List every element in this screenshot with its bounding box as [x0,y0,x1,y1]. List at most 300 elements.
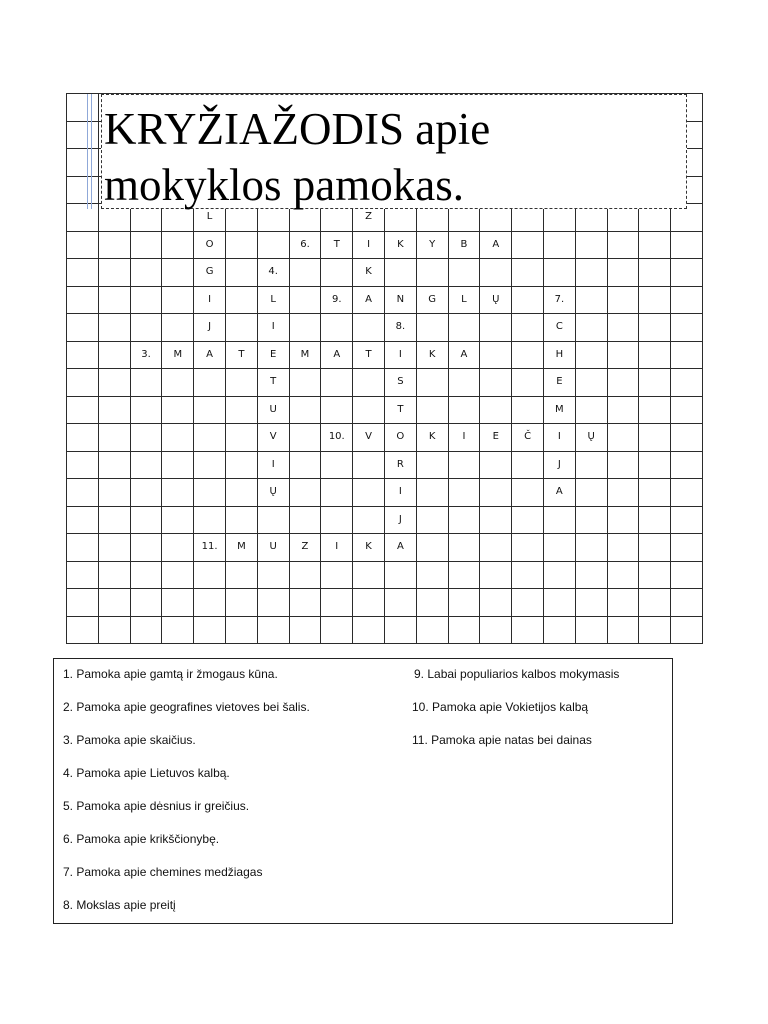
grid-cell [607,424,639,452]
grid-cell [639,259,671,287]
clue-11: 11. Pamoka apie natas bei dainas [412,733,592,747]
grid-cell [575,561,607,589]
grid-cell: I [448,424,480,452]
grid-cell [575,451,607,479]
grid-cell [448,616,480,644]
grid-cell [607,589,639,617]
grid-cell [639,561,671,589]
grid-cell [448,589,480,617]
grid-cell [607,314,639,342]
grid-cell: 4. [257,259,289,287]
grid-cell [480,616,512,644]
grid-cell [416,479,448,507]
clue-9: 9. Labai populiarios kalbos mokymasis [414,667,620,681]
grid-cell [512,589,544,617]
grid-cell [448,259,480,287]
grid-cell [321,369,353,397]
grid-cell [480,396,512,424]
grid-cell [194,561,226,589]
title-line-2: mokyklos pamokas. [104,160,464,210]
grid-cell [416,314,448,342]
grid-cell: L [257,286,289,314]
grid-cell [289,616,321,644]
grid-cell [162,259,194,287]
grid-row [67,451,703,479]
grid-cell [639,396,671,424]
grid-cell [321,479,353,507]
grid-cell [162,479,194,507]
grid-cell [543,259,575,287]
grid-cell [416,259,448,287]
grid-cell [257,561,289,589]
grid-cell [448,561,480,589]
grid-cell [98,451,130,479]
grid-cell [512,341,544,369]
grid-cell: T [384,396,416,424]
grid-cell [321,561,353,589]
grid-cell [671,396,703,424]
grid-cell [512,259,544,287]
grid-cell [98,259,130,287]
grid-cell: J [384,506,416,534]
grid-cell [416,506,448,534]
grid-cell [225,396,257,424]
grid-cell [130,451,162,479]
grid-cell: Z [289,534,321,562]
grid-cell [98,424,130,452]
grid-cell [162,616,194,644]
grid-cell [607,616,639,644]
grid-cell [671,506,703,534]
grid-cell [321,616,353,644]
grid-cell: 11. [194,534,226,562]
margin-line [87,94,88,209]
grid-cell [480,341,512,369]
grid-cell: A [480,231,512,259]
grid-cell [257,506,289,534]
title-line-1: KRYŽIAŽODIS apie [104,104,491,154]
grid-cell [98,231,130,259]
grid-cell [130,286,162,314]
grid-cell [512,616,544,644]
grid-cell: G [194,259,226,287]
grid-cell [162,314,194,342]
grid-cell [257,231,289,259]
grid-cell [321,259,353,287]
grid-cell [575,534,607,562]
grid-cell [289,286,321,314]
clue-6: 6. Pamoka apie krikščionybę. [63,832,220,846]
clue-3: 3. Pamoka apie skaičius. [63,733,196,747]
grid-cell [289,369,321,397]
grid-cell [130,314,162,342]
grid-cell: K [353,259,385,287]
grid-cell: A [353,286,385,314]
grid-cell [130,259,162,287]
grid-cell [512,561,544,589]
grid-cell [225,479,257,507]
grid-cell [671,341,703,369]
grid-cell: C [543,314,575,342]
grid-cell: I [194,286,226,314]
grid-row [67,506,703,534]
grid-cell [607,259,639,287]
grid-cell [671,589,703,617]
grid-cell [480,534,512,562]
grid-cell [194,616,226,644]
grid-cell [162,231,194,259]
grid-cell [575,396,607,424]
grid-row [67,479,703,507]
grid-cell [162,369,194,397]
grid-cell [512,286,544,314]
grid-cell: V [257,424,289,452]
grid-cell [416,616,448,644]
grid-cell [353,616,385,644]
grid-cell [67,616,99,644]
grid-cell [194,589,226,617]
grid-cell [448,451,480,479]
grid-cell [353,479,385,507]
grid-cell [671,479,703,507]
grid-cell [98,561,130,589]
grid-cell [639,616,671,644]
grid-cell [67,286,99,314]
grid-cell [225,286,257,314]
clue-7: 7. Pamoka apie chemines medžiagas [63,865,263,879]
grid-cell [353,369,385,397]
margin-lines [87,94,93,209]
grid-cell [448,479,480,507]
grid-cell [575,369,607,397]
grid-row [67,231,703,259]
grid-cell [639,479,671,507]
grid-cell [321,506,353,534]
grid-row [67,341,703,369]
grid-cell: E [543,369,575,397]
grid-cell [162,506,194,534]
grid-row [67,396,703,424]
grid-cell [67,314,99,342]
grid-cell [416,451,448,479]
grid-cell [321,396,353,424]
grid-cell [512,534,544,562]
grid-cell [448,314,480,342]
grid-cell [225,561,257,589]
grid-cell: T [225,341,257,369]
grid-cell [67,589,99,617]
grid-cell [480,589,512,617]
grid-row [67,589,703,617]
grid-cell: M [289,341,321,369]
grid-cell: A [448,341,480,369]
grid-cell [512,314,544,342]
grid-cell [194,396,226,424]
grid-cell: A [543,479,575,507]
grid-cell [67,231,99,259]
grid-row [67,561,703,589]
grid-cell: M [543,396,575,424]
grid-cell [67,534,99,562]
grid-cell [98,314,130,342]
grid-cell [98,286,130,314]
grid-cell [130,369,162,397]
grid-cell [416,369,448,397]
grid-cell [607,369,639,397]
grid-cell [512,231,544,259]
grid-cell [607,451,639,479]
grid-cell [353,314,385,342]
grid-cell [225,314,257,342]
grid-cell [575,259,607,287]
grid-cell [480,561,512,589]
grid-cell [607,506,639,534]
grid-cell: O [194,231,226,259]
margin-line [91,94,92,209]
grid-cell [607,479,639,507]
grid-cell [98,616,130,644]
grid-cell [67,259,99,287]
grid-cell [225,369,257,397]
grid-cell: 9. [321,286,353,314]
grid-cell: T [321,231,353,259]
grid-cell: U [257,396,289,424]
grid-cell [98,396,130,424]
grid-cell [98,341,130,369]
grid-cell [607,341,639,369]
grid-cell [98,589,130,617]
grid-cell [162,451,194,479]
grid-cell [353,589,385,617]
grid-cell: L [194,204,226,232]
grid-cell [512,369,544,397]
grid-cell [67,204,99,232]
grid-cell [480,479,512,507]
grid-cell [480,259,512,287]
grid-cell [639,534,671,562]
grid-cell [130,424,162,452]
grid-cell [671,259,703,287]
grid-cell [639,314,671,342]
grid-cell [416,561,448,589]
grid-cell [67,176,99,204]
grid-cell [98,506,130,534]
grid-cell [67,506,99,534]
grid-cell [194,451,226,479]
grid-cell [639,424,671,452]
grid-cell: T [353,341,385,369]
grid-cell [162,561,194,589]
grid-cell [448,534,480,562]
grid-cell [130,396,162,424]
grid-cell: E [257,341,289,369]
grid-cell [384,561,416,589]
grid-cell [575,231,607,259]
grid-row [67,369,703,397]
grid-cell [289,479,321,507]
grid-cell: R [384,451,416,479]
grid-cell [575,286,607,314]
grid-cell: Ų [480,286,512,314]
grid-cell [607,534,639,562]
grid-cell: M [225,534,257,562]
grid-cell [289,451,321,479]
grid-row [67,314,703,342]
grid-cell [671,314,703,342]
grid-cell [194,506,226,534]
grid-cell [225,424,257,452]
grid-cell: I [353,231,385,259]
grid-cell [639,341,671,369]
grid-cell: 7. [543,286,575,314]
grid-row [67,424,703,452]
grid-cell [512,396,544,424]
grid-cell [162,396,194,424]
grid-row [67,286,703,314]
grid-cell: Ų [575,424,607,452]
grid-cell [639,369,671,397]
grid-cell: I [257,451,289,479]
grid-cell: Y [416,231,448,259]
grid-cell [130,479,162,507]
grid-cell: J [194,314,226,342]
grid-row [67,616,703,644]
grid-cell [353,396,385,424]
grid-cell [130,616,162,644]
grid-cell: V [353,424,385,452]
grid-cell [607,561,639,589]
grid-cell [416,589,448,617]
grid-cell [639,451,671,479]
grid-cell [543,616,575,644]
grid-cell [98,534,130,562]
grid-cell [67,369,99,397]
grid-cell [321,589,353,617]
grid-cell [289,561,321,589]
grid-cell [225,231,257,259]
grid-row [67,534,703,562]
grid-cell [321,314,353,342]
grid-cell [225,616,257,644]
grid-cell [639,231,671,259]
grid-cell: I [384,479,416,507]
title-box [101,94,687,209]
grid-cell: O [384,424,416,452]
grid-cell [289,506,321,534]
clue-10: 10. Pamoka apie Vokietijos kalbą [412,700,589,714]
grid-cell [575,589,607,617]
clue-4: 4. Pamoka apie Lietuvos kalbą. [63,766,230,780]
grid-cell [543,506,575,534]
grid-cell: G [416,286,448,314]
grid-cell [289,424,321,452]
clue-5: 5. Pamoka apie dėsnius ir greičius. [63,799,250,813]
grid-cell: K [384,231,416,259]
grid-cell [194,424,226,452]
grid-cell [671,534,703,562]
grid-cell [162,534,194,562]
grid-cell [67,396,99,424]
grid-cell [353,451,385,479]
grid-cell [130,231,162,259]
grid-cell [225,506,257,534]
grid-cell [353,506,385,534]
grid-cell: A [321,341,353,369]
grid-cell [543,589,575,617]
grid-cell [480,506,512,534]
grid-cell [225,589,257,617]
grid-cell [384,259,416,287]
grid-cell [639,506,671,534]
grid-cell [575,341,607,369]
grid-cell: A [194,341,226,369]
grid-cell: L [448,286,480,314]
grid-cell [607,396,639,424]
grid-cell [543,231,575,259]
grid-cell: U [257,534,289,562]
grid-cell: J [543,451,575,479]
grid-cell: N [384,286,416,314]
grid-cell: K [416,424,448,452]
grid-cell [67,479,99,507]
grid-cell [607,286,639,314]
grid-cell [162,424,194,452]
grid-cell: I [384,341,416,369]
clues-box [53,658,673,924]
grid-cell: 8. [384,314,416,342]
clue-8: 8. Mokslas apie preitį [63,898,176,912]
grid-cell [448,396,480,424]
grid-cell [671,616,703,644]
grid-cell: H [543,341,575,369]
grid-cell [194,479,226,507]
grid-cell [384,616,416,644]
grid-cell [289,259,321,287]
grid-cell: 3. [130,341,162,369]
grid-cell: A [384,534,416,562]
grid-cell [67,121,99,149]
grid-cell: B [448,231,480,259]
grid-cell [257,589,289,617]
grid-cell: T [257,369,289,397]
grid-cell [543,534,575,562]
grid-cell [194,369,226,397]
grid-cell [130,589,162,617]
grid-cell [321,451,353,479]
grid-cell: Z [353,204,385,232]
clue-2: 2. Pamoka apie geografines vietoves bei šalis. [63,700,310,714]
grid-cell [67,341,99,369]
grid-cell: Č [512,424,544,452]
grid-cell [162,286,194,314]
grid-cell [671,369,703,397]
grid-cell [289,314,321,342]
grid-cell [671,561,703,589]
grid-cell [512,479,544,507]
grid-cell: I [257,314,289,342]
grid-cell [512,451,544,479]
grid-cell [416,534,448,562]
grid-cell [480,369,512,397]
grid-cell [575,479,607,507]
grid-cell [671,424,703,452]
grid-cell [353,561,385,589]
grid-cell: 6. [289,231,321,259]
grid-cell [639,286,671,314]
grid-cell: Ų [257,479,289,507]
grid-cell [543,561,575,589]
page-title [104,101,684,213]
